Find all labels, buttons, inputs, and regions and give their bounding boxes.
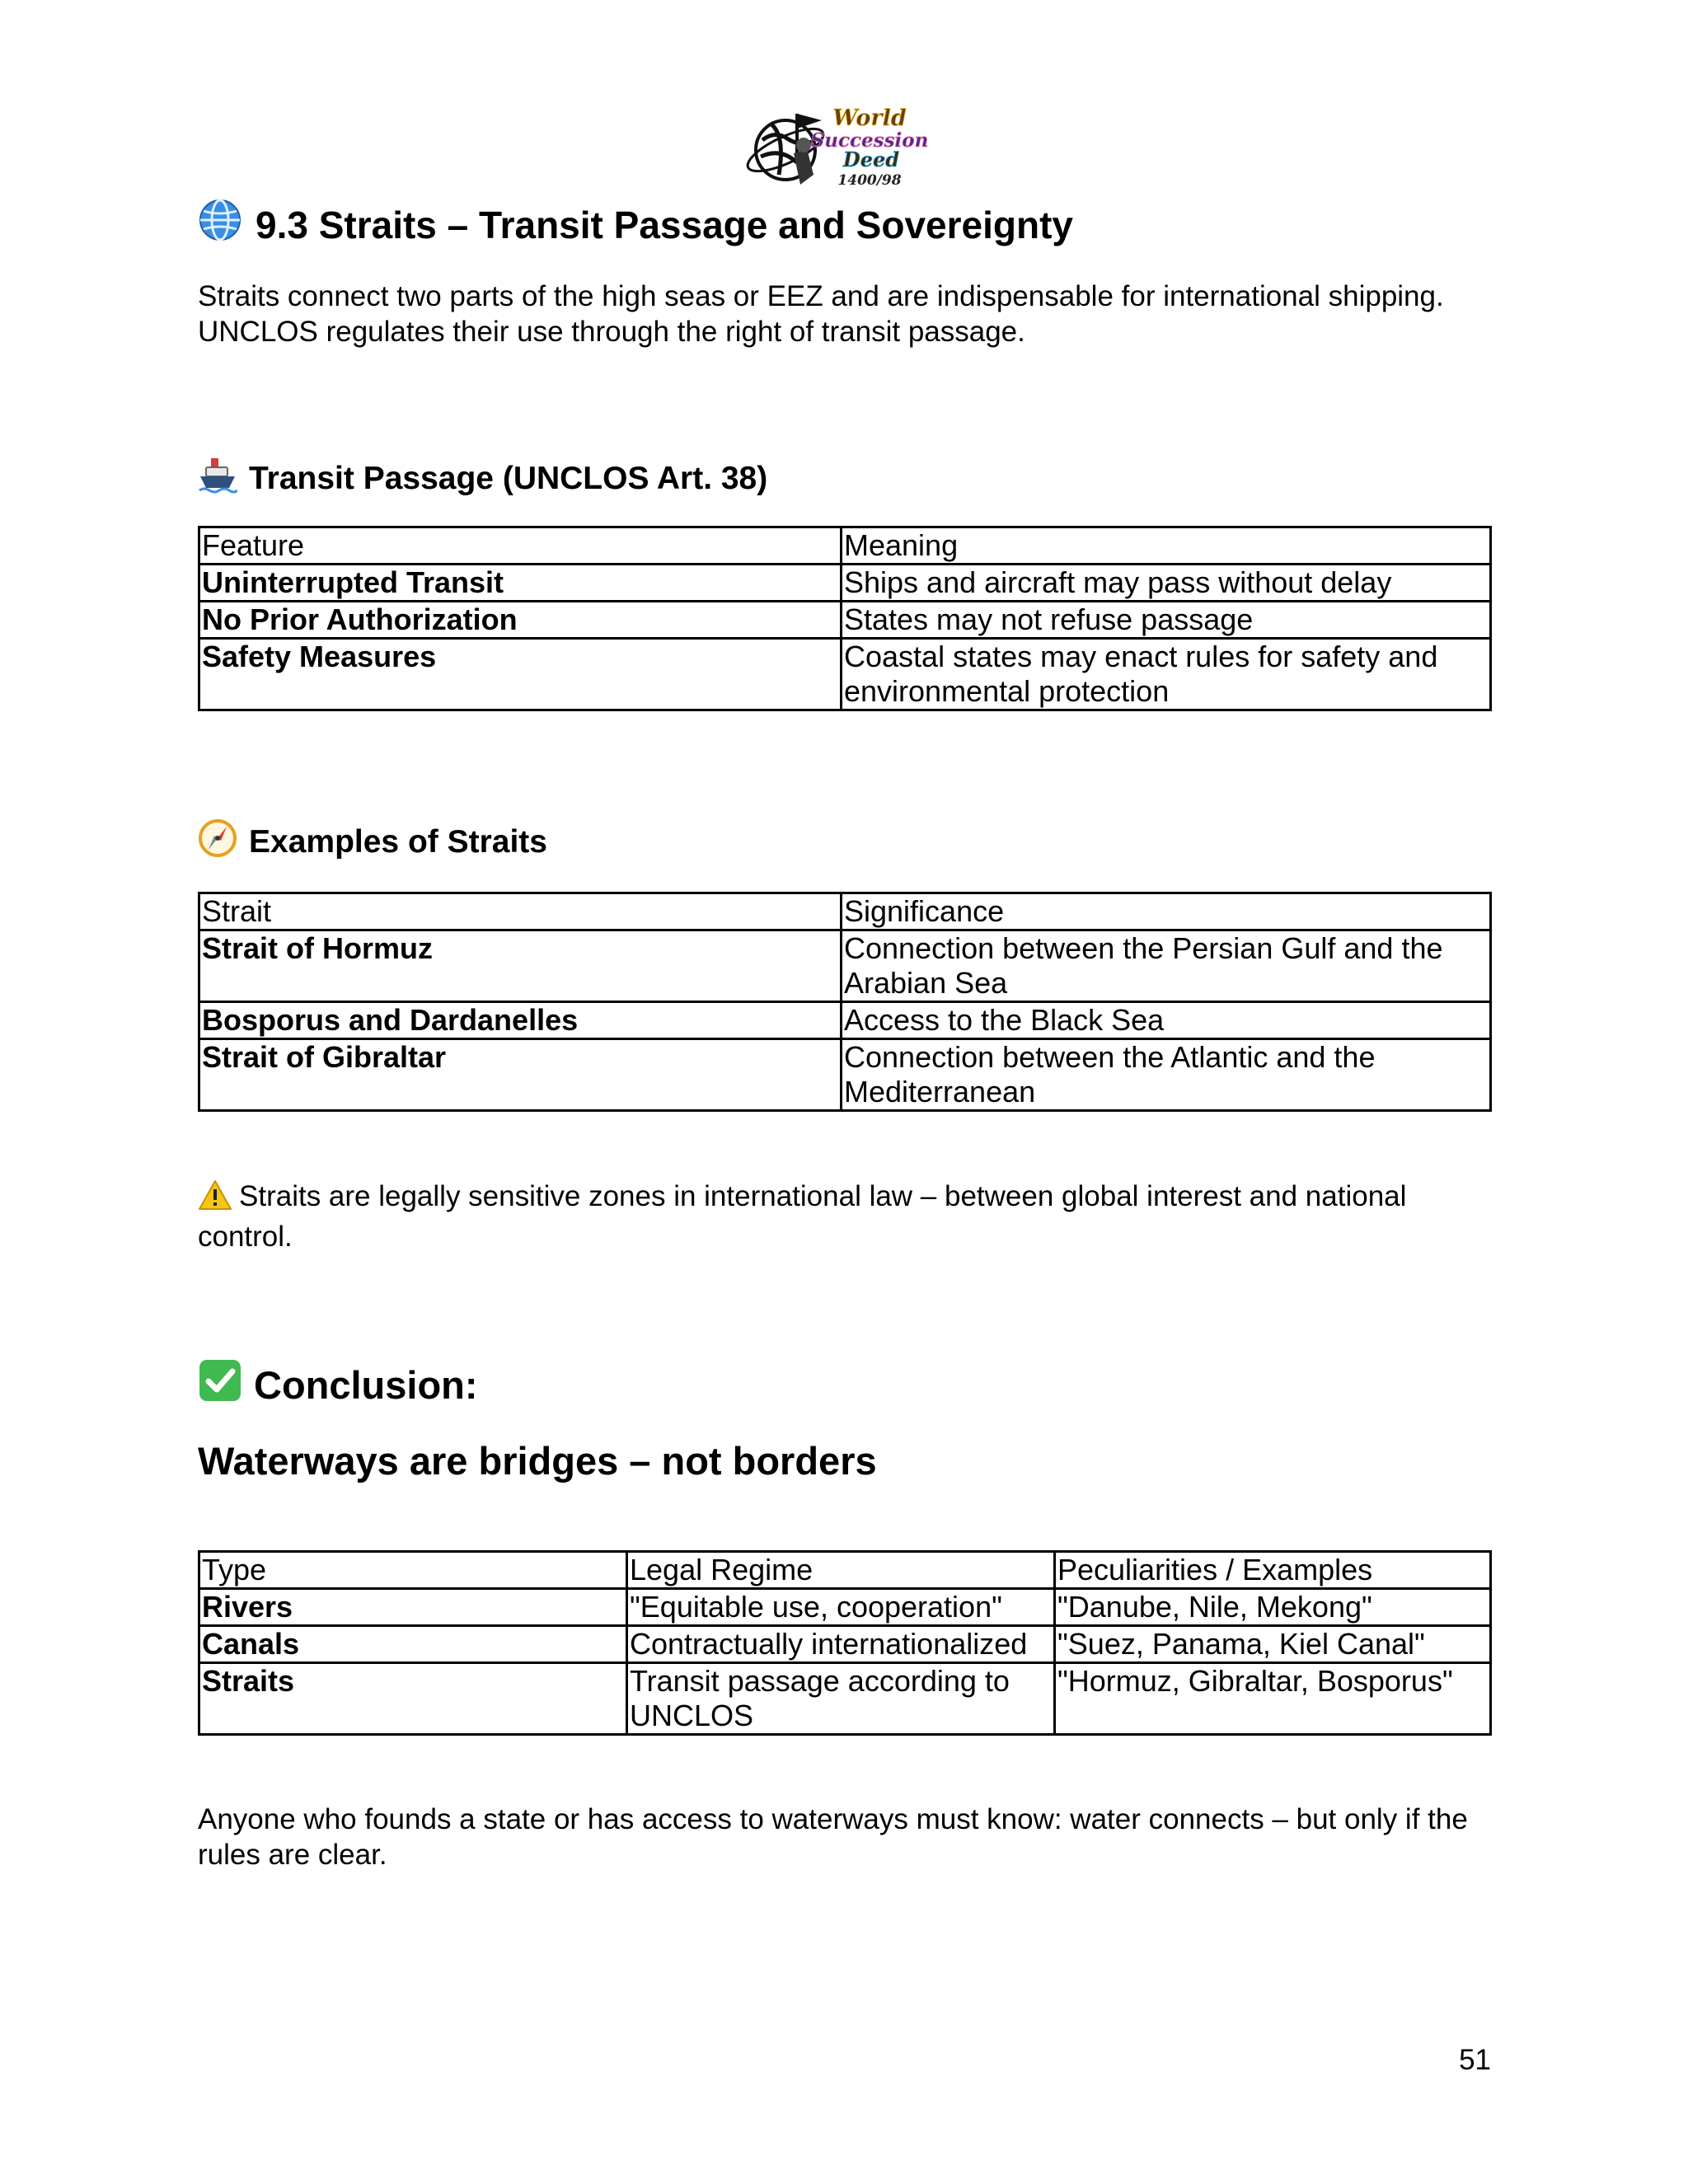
examples-cell: "Hormuz, Gibraltar, Bosporus"	[1055, 1663, 1491, 1735]
transit-heading-text: Transit Passage (UNCLOS Art. 38)	[249, 461, 768, 496]
table-row	[199, 1626, 1491, 1663]
meaning-cell: Ships and aircraft may pass without delay	[842, 565, 1491, 602]
svg-text:Deed: Deed	[842, 148, 900, 171]
svg-text:1400/98: 1400/98	[837, 172, 902, 189]
svg-text:World: World	[832, 105, 907, 131]
header-cell: Feature	[199, 527, 842, 565]
header-cell: Legal Regime	[627, 1552, 1055, 1589]
conclusion-title: Conclusion:	[254, 1363, 478, 1407]
feature-cell: Uninterrupted Transit	[199, 565, 842, 602]
check-icon	[198, 1358, 242, 1412]
meaning-cell: States may not refuse passage	[842, 602, 1491, 639]
table-row	[199, 565, 1491, 602]
feature-cell: No Prior Authorization	[199, 602, 842, 639]
page-number: 51	[1459, 2044, 1491, 2076]
strait-cell: Bosporus and Dardanelles	[199, 1002, 842, 1039]
transit-table	[198, 526, 1492, 711]
regime-cell: "Equitable use, cooperation"	[627, 1589, 1055, 1626]
examples-cell: "Danube, Nile, Mekong"	[1055, 1589, 1491, 1626]
ship-icon	[198, 455, 237, 503]
straits-table	[198, 892, 1492, 1112]
warning-text: Straits are legally sensitive zones in international law – between global interest and national control.	[198, 1180, 1407, 1253]
header-cell: Meaning	[842, 527, 1491, 565]
table-row	[199, 1663, 1491, 1735]
header-cell: Strait	[199, 893, 842, 930]
closing-paragraph: Anyone who founds a state or has access to waterways must know: water connects – but only if the rules are clear.	[198, 1803, 1468, 1871]
globe-icon	[198, 198, 242, 251]
section-title	[198, 198, 1073, 251]
type-cell: Straits	[199, 1663, 627, 1735]
conclusion-subtitle: Waterways are bridges – not borders	[198, 1439, 877, 1483]
examples-cell: "Suez, Panama, Kiel Canal"	[1055, 1626, 1491, 1663]
regime-cell: Transit passage according to UNCLOS	[627, 1663, 1055, 1735]
type-cell: Rivers	[199, 1589, 627, 1626]
strait-cell: Strait of Gibraltar	[199, 1039, 842, 1111]
table-row	[199, 1002, 1491, 1039]
header-cell: Type	[199, 1552, 627, 1589]
table-row	[199, 1589, 1491, 1626]
type-cell: Canals	[199, 1626, 627, 1663]
meaning-cell: Coastal states may enact rules for safety and environmental protection	[842, 639, 1491, 710]
examples-heading	[198, 818, 547, 866]
table-row	[199, 930, 1491, 1002]
svg-text:Succession: Succession	[810, 129, 929, 152]
section-title-text: 9.3 Straits – Transit Passage and Sovereignty	[256, 203, 1073, 246]
warning-icon	[198, 1179, 232, 1219]
warning-note	[198, 1179, 1500, 1254]
table-row	[199, 1039, 1491, 1111]
table-header-row	[199, 1552, 1491, 1589]
strait-cell: Strait of Hormuz	[199, 930, 842, 1002]
waterways-table	[198, 1550, 1492, 1736]
header-cell: Peculiarities / Examples	[1055, 1552, 1491, 1589]
significance-cell: Access to the Black Sea	[842, 1002, 1491, 1039]
compass-icon	[198, 818, 237, 866]
section-intro: Straits connect two parts of the high seas or EEZ and are indispensable for international shipping. UNCLOS regulates their use through the right of transit passage.	[198, 280, 1444, 348]
regime-cell: Contractually internationalized	[627, 1626, 1055, 1663]
header-cell: Significance	[842, 893, 1491, 930]
table-row	[199, 602, 1491, 639]
significance-cell: Connection between the Persian Gulf and the Arabian Sea	[842, 930, 1491, 1002]
world-succession-deed-logo	[746, 99, 935, 194]
significance-cell: Connection between the Atlantic and the Mediterranean	[842, 1039, 1491, 1111]
conclusion-heading	[198, 1358, 478, 1412]
feature-cell: Safety Measures	[199, 639, 842, 710]
transit-heading	[198, 455, 767, 503]
examples-heading-text: Examples of Straits	[249, 824, 547, 860]
logo-graphic	[746, 99, 935, 194]
table-header-row	[199, 893, 1491, 930]
table-header-row	[199, 527, 1491, 565]
table-row	[199, 639, 1491, 710]
